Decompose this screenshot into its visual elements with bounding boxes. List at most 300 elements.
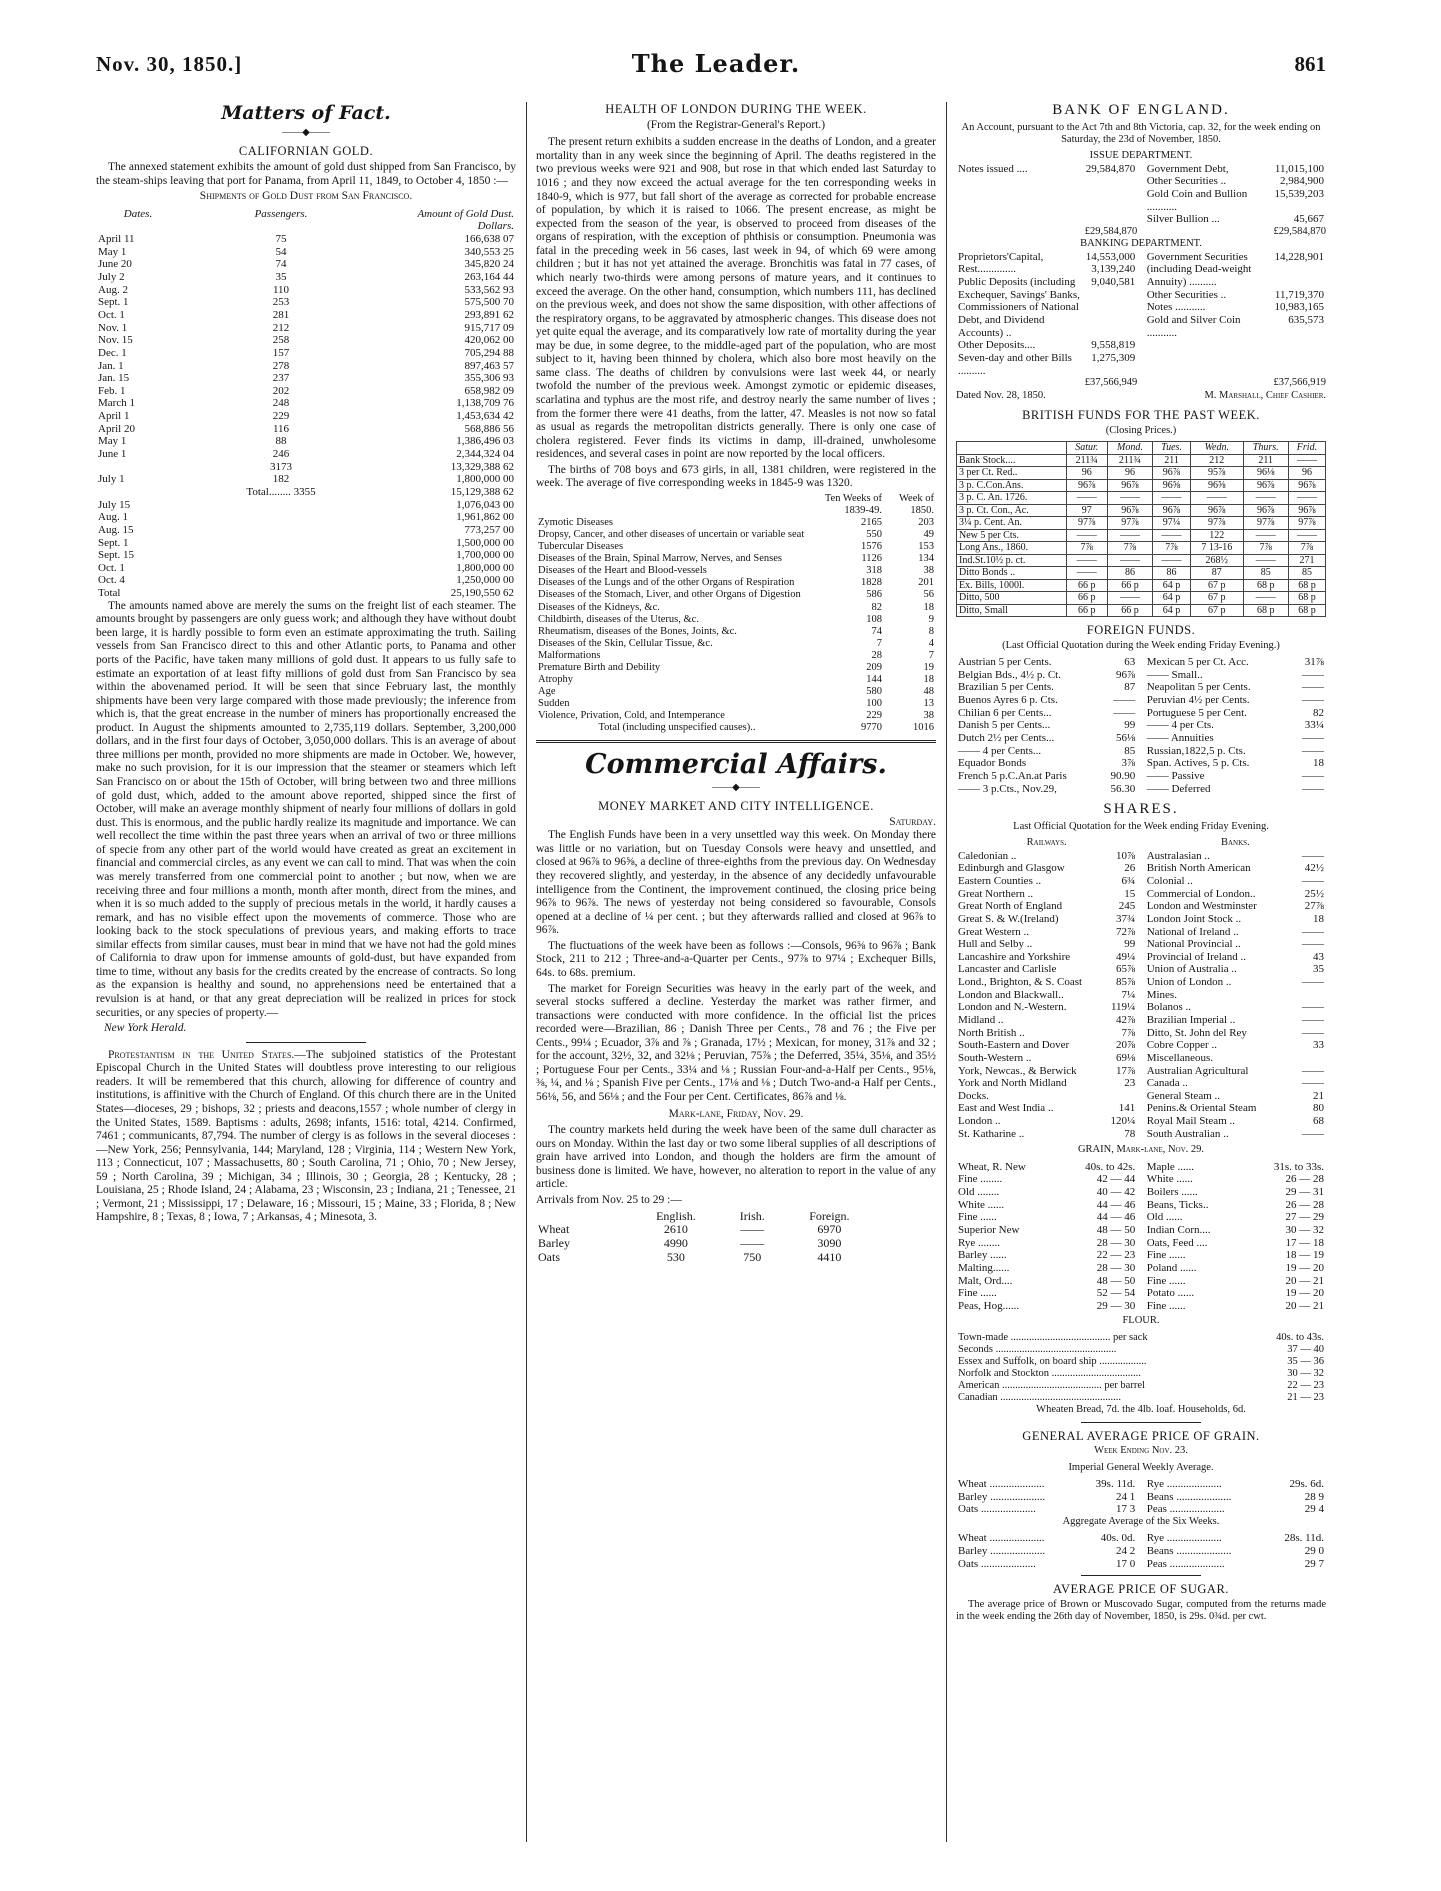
divider (536, 740, 936, 743)
table-cell: 74 (871, 625, 882, 637)
table-row (536, 650, 936, 662)
table-cell: 37¾ (1116, 912, 1136, 925)
table-cell: 1,138,709 76 (456, 397, 514, 410)
table-cell: 202 (272, 384, 290, 397)
table-row (1145, 656, 1326, 669)
table-cell: 3¼ p. Cent. An. (957, 517, 1067, 530)
article-text (96, 1049, 516, 1225)
table-row (1145, 1186, 1326, 1199)
table-cell: 10⅞ (1116, 849, 1136, 862)
table-cell: —— Passive (1146, 769, 1205, 782)
table-cell: 40s. to 42s. (1085, 1160, 1136, 1173)
table-row (956, 1344, 1326, 1356)
table-cell: Midland .. (958, 1013, 1004, 1026)
article-text: The average price of Brown or Muscovado Sugar, computed from the returns made in the week ending the 26th day of November, 1850, is 29s. 0¾d. per cwt. (956, 1599, 1326, 1623)
table-cell: —— (1302, 694, 1324, 707)
table-cell: Neapolitan 5 per Cents. (1146, 681, 1251, 694)
table-row (956, 732, 1137, 745)
table-cell: 1,386,496 03 (456, 435, 514, 448)
table-cell: 65⅞ (1116, 963, 1136, 976)
table-cell: 97 (1066, 504, 1107, 517)
table-row (536, 1237, 876, 1251)
table-cell: 268½ (1191, 554, 1244, 567)
table-cell: Lancashire and Yorkshire (958, 950, 1071, 963)
article-subheading: Last Official Quotation for the Week ending Friday Evening. (1013, 820, 1269, 832)
table-row (1145, 707, 1326, 720)
table-row (96, 284, 516, 297)
table-cell: 211 (1153, 454, 1191, 467)
table-cell: —— 4 per Cents... (958, 744, 1042, 757)
table-row (96, 309, 516, 322)
table-cell: —— (1302, 1064, 1324, 1077)
table-cell: Superior New (958, 1223, 1020, 1236)
table-cell: 26 — 28 (1285, 1173, 1324, 1186)
table-cell: London Joint Stock .. (1146, 912, 1242, 925)
table-row (957, 579, 1326, 592)
table-row (1145, 719, 1326, 732)
subheading: Railways. (1026, 837, 1067, 849)
table-cell: —— (1066, 529, 1107, 542)
table-row (956, 669, 1137, 682)
table-cell: 18 (923, 673, 934, 685)
table-row (1145, 757, 1326, 770)
table-cell (180, 537, 382, 550)
table-title: Shipments of Gold Dust from San Francisco. (199, 190, 413, 203)
table-cell: Union of Australia .. (1146, 963, 1237, 976)
table-cell: March 1 (98, 397, 135, 410)
table-cell: 78 (1124, 1127, 1136, 1140)
table-cell: Sept. 15 (98, 549, 135, 562)
section-title: Commercial Affairs. (585, 749, 887, 781)
table-row (536, 638, 936, 650)
table-cell: —— 4 per Cts. (1146, 719, 1214, 732)
table-cell: Peas .................... (1146, 1557, 1225, 1570)
table-row (956, 1186, 1137, 1199)
table-cell: Diseases of the Brain, Spinal Marrow, Nerves, and Senses (538, 553, 782, 565)
table-cell: Old ........ (958, 1186, 1000, 1199)
table-row (956, 1115, 1137, 1128)
table-row (957, 554, 1326, 567)
table-row (956, 656, 1137, 669)
table-cell: 3 per Ct. Red.. (957, 467, 1067, 480)
table-cell: Mines. (1146, 988, 1177, 1001)
table-cell: 24 2 (1116, 1545, 1136, 1558)
table-row (536, 710, 936, 722)
table-cell: 212 (272, 321, 290, 334)
table-row (96, 574, 516, 587)
table-row (1145, 938, 1326, 951)
table-cell: 211¾ (1066, 454, 1107, 467)
table-row (1145, 1262, 1326, 1275)
table-cell: Other Securities .. (1146, 288, 1227, 301)
table-cell: Diseases of the Kidneys, &c. (538, 601, 660, 613)
table-row (1145, 875, 1326, 888)
table-cell: Miscellaneous. (1146, 1051, 1213, 1064)
table-row (1145, 314, 1326, 339)
table-cell: Beans .................... (1146, 1545, 1232, 1558)
column-header: Wedn. (1191, 442, 1244, 455)
table-cell: Maple ...... (1146, 1160, 1195, 1173)
table-cell: 63 (1124, 656, 1136, 669)
article-text: The fluctuations of the week have been as follows :—Consols, 96⅝ to 96⅞ ; Bank Stock, 211 to 212 ; Three-and-a-Quarter per Cents., 97⅞ to 97¼ ; Exchequer Bills, 64s. to 68s. premium. (536, 939, 936, 979)
table-row (1145, 1039, 1326, 1052)
table-cell: 68 p (1288, 579, 1325, 592)
table-cell: 245 (1118, 900, 1136, 913)
table-cell: White ...... (1146, 1173, 1193, 1186)
table-row (1145, 1503, 1326, 1516)
table-cell: Seconds .............................................. (958, 1343, 1117, 1355)
table-row (956, 1077, 1137, 1090)
table-cell: Gold and Silver Coin ........... (1146, 313, 1241, 339)
table-row (956, 1014, 1137, 1027)
table-cell: Ditto, Small (957, 604, 1067, 617)
table-cell: 87 (1191, 567, 1244, 580)
table-cell: Hull and Selby .. (958, 938, 1033, 951)
table-cell: Barley .................... (958, 1490, 1046, 1503)
table-row (956, 1237, 1137, 1250)
table-row (1145, 1300, 1326, 1313)
table-cell: 15,129,388 62 (450, 485, 514, 498)
table-cell: —— (1302, 668, 1324, 681)
table-row (1145, 1478, 1326, 1491)
table-row (1145, 1275, 1326, 1288)
table-cell: 85 (1124, 744, 1136, 757)
table-row (957, 542, 1326, 555)
table-row (956, 352, 1137, 377)
table-cell: 82 (1313, 706, 1324, 719)
table-row (1145, 289, 1326, 302)
table-cell: 24 1 (1116, 1490, 1136, 1503)
table-row (957, 529, 1326, 542)
table-cell: —— (1243, 529, 1288, 542)
table-cell: Boilers ...... (1146, 1186, 1198, 1199)
table-cell: 750 (743, 1249, 762, 1264)
table-cell: Gold Coin and Bullion ........... (1146, 188, 1248, 213)
table-cell: 96⅝ (1153, 479, 1191, 492)
table-cell: Rye .................... (1146, 1532, 1222, 1545)
table-row (956, 888, 1137, 901)
table-row (956, 926, 1137, 939)
table-cell: Danish 5 per Cents... (958, 719, 1051, 732)
table-row (96, 347, 516, 360)
table-row (957, 604, 1326, 617)
table-row (956, 276, 1137, 339)
table-cell (1292, 989, 1326, 1002)
table-row (956, 1039, 1137, 1052)
shipments-table (96, 208, 516, 600)
subheading: Banks. (1221, 837, 1250, 849)
table-cell: 7 13-16 (1191, 542, 1244, 555)
table-cell: 9 (928, 613, 934, 625)
body: —The subjoined statistics of the Protestant Episcopal Church in the United States will doubtless prove interesting to our religious readers. It will be remembered that this church, allowing for difference of country and institutions, is affinitive with the Church of England. Of this church there are in the United States—dioceses, 29 ; bishops, 32 ; priests and deacons,1557 ; whole number of clergy in the United States, 1589. Baptisms : adults, 2698; infants, 1516: total, 4214. Confirmed, 7461 ; communicants, 87,794. The number of clergy is as follows in the several dioceses :—New York, 256; Pennsylvania, 144; Maryland, 128 ; Virginia, 114 ; Western New York, 113 ; Connecticut, 107 ; Massachusetts, 80 ; South Carolina, 71 ; Ohio, 70 ; New Jersey, 59 ; North Carolina, 39 ; Michigan, 34 ; Illinois, 30 ; Georgia, 28 ; Kentucky, 28 ; Louisiana, 25 ; Rhode Island, 24 ; Alabama, 23 ; Wisconsin, 23 ; Indiana, 21 ; Tenessee, 21 ; Vermont, 21 ; Mississippi, 17 ; Delaware, 16 ; Missouri, 15 ; Maine, 33 ; Florida, 8 ; New Hampshire, 8 ; Texas, 8 ; Iowa, 7 ; Arkansas, 4 ; Minesota, 3. (96, 1048, 516, 1224)
table-cell: 35 — 36 (1287, 1355, 1324, 1367)
table-cell: Brazilian Imperial .. (1146, 1013, 1236, 1026)
table-cell: —— (1288, 529, 1325, 542)
table-cell: 4410 (817, 1249, 842, 1264)
table-cell: 49 (923, 529, 934, 541)
table-row (96, 334, 516, 347)
table-cell: 1,961,862 00 (456, 511, 514, 524)
table-cell: Oct. 4 (98, 574, 125, 587)
table-cell: 229 (272, 410, 290, 423)
column-header: Ten Weeks of 1839-49. (824, 492, 882, 516)
table-row (956, 1356, 1326, 1368)
table-cell: Jan. 1 (98, 359, 124, 372)
table-cell: 44 — 46 (1096, 1211, 1136, 1224)
table-cell: Premature Birth and Debility (538, 661, 661, 673)
table-row (1145, 1090, 1326, 1103)
total-value: £29,584,870 (1273, 226, 1326, 238)
table-row (957, 504, 1326, 517)
table-cell: Peruvian 4½ per Cents. (1146, 694, 1250, 707)
table-cell: Lond., Brighton, & S. Coast (958, 976, 1083, 989)
table-row (1145, 1014, 1326, 1027)
table-cell: Aug. 15 (98, 523, 134, 536)
table-cell: —— Small.. (1146, 668, 1203, 681)
table-cell: Barley .................... (958, 1545, 1046, 1558)
table-row (956, 719, 1137, 732)
table-cell: 6¾ (1121, 874, 1136, 887)
table-cell: Diseases of the Skin, Cellular Tissue, &c. (538, 637, 713, 649)
table-cell: British North American (1146, 862, 1251, 875)
table-cell: 3,139,240 (1091, 263, 1136, 276)
table-cell: —— (1066, 567, 1107, 580)
table-row (536, 698, 936, 710)
table-row (1145, 862, 1326, 875)
table-cell: 533,562 93 (464, 283, 514, 296)
article-subheading: GRAIN, Mark-lane, Nov. 29. (1077, 1144, 1205, 1156)
table-row (1145, 850, 1326, 863)
table-cell: 54 (275, 245, 287, 258)
table-cell: —— (1243, 592, 1288, 605)
column-header: Foreign. (809, 1208, 850, 1223)
table-cell: White ...... (958, 1198, 1005, 1211)
table-cell: 85 (1243, 567, 1288, 580)
table-cell: 568,886 56 (464, 422, 514, 435)
total-row (96, 587, 516, 600)
table-row (1145, 1558, 1326, 1571)
table-cell: May 1 (98, 435, 127, 448)
table-cell: 211¾ (1107, 454, 1152, 467)
arrivals-label: Arrivals from Nov. 25 to 29 :— (536, 1193, 682, 1206)
table-cell: —— (1302, 938, 1324, 951)
table-cell: Silver Bullion ... (1146, 213, 1220, 226)
column-header (957, 442, 1067, 455)
table-cell: 1,250,000 00 (456, 574, 514, 587)
table-cell: Seven-day and other Bills .......... (958, 351, 1072, 377)
table-cell: 635,573 (1288, 313, 1324, 326)
table-cell: Fine ...... (1146, 1274, 1186, 1287)
table-row (956, 1052, 1137, 1065)
table-cell: 69⅛ (1116, 1051, 1136, 1064)
table-row (956, 1368, 1326, 1380)
table-cell: 3173 (270, 460, 292, 473)
table-cell: 31⅞ (1304, 656, 1324, 669)
table-cell: 212 (1191, 454, 1244, 467)
table-cell: Zymotic Diseases (538, 517, 613, 529)
table-cell: Australian Agricultural (1146, 1064, 1249, 1077)
article-text: The amounts named above are merely the sums on the freight list of each steamer. The amounts brought by passengers are only guess work; and although they have without doubt been large, it is hardly possible to form even an estimate approximating the truth. Sailing vessels from San Francisco direct to this and other Atlantic ports, to Panama and other ports of the Pacific, have taken many millions of gold dust. It appears to us fully safe to estimate an exportation of at least fifty millions of gold dust from San Francisco by sea within the abovenamed period. It will be seen that since February last, the monthly shipments have been very large compared with those made previously; the inference from which is, that the great encrease in the number of miners has proportionally encreased the product. In August the shipments amounted to 2,735,119 dollars. September, 3,200,000 dollars, and in the first four days of October, 3,050,000 dollars. This is an average of about three millions per month, provided no more shipments are made in October. We, however, make no such provision, for it is our impression that the steamer or steamers which left San Francisco on or about the 15th of October, will bring between two and three millions of gold dust, which, added to the amount above reported, shipped since the first of October, will make an average monthly shipment of nearly four millions of dollars in gold dust. This is enormous, and the public hardly realize its magnitude and importance. We can well recollect the time within the past three years when an arrival of two or three millions of specie from any other part of the world would have created as great an excitement in financial and commercial circles, as any event we can call to mind. That was when the coin was merely transferred from one commercial point to another ; but now, when we are receiving three and four millions a month, month after month, direct from the mines, and when it is so much added to the supply of precious metals in the world, it hardly causes a remark, and has no visible effect upon the movements of commerce. Those who are looking back to the stock speculations of previous years, and making efforts to trace similar effects from similar causes, must bear in mind that we have not had the gold mines of California to draw upon for immense amounts of gold-dust, but have expanded from time to time, without any basis for the credits created by the encrease of contracts. So long as the expansion is healthy and sound, no apprehensions need be entertained that a revulsion is at hand, or that any great depreciation will be realized in prices for stock securities, or any species of property.— (96, 599, 516, 1019)
table-cell: 67 p (1191, 604, 1244, 617)
table-row (956, 1161, 1137, 1174)
table-cell: 96⅞ (1191, 504, 1244, 517)
table-cell: 99 (1124, 719, 1136, 732)
table-cell: London .. (958, 1115, 1001, 1128)
table-row (956, 1090, 1137, 1103)
table-cell: 97⅞ (1107, 517, 1152, 530)
table-row (96, 524, 516, 537)
table-cell: Oct. 1 (98, 308, 125, 321)
table-cell: 28 — 30 (1096, 1236, 1136, 1249)
table-cell: 96⅞ (1288, 479, 1325, 492)
table-cell: 530 (666, 1249, 685, 1264)
table-cell: 67 p (1191, 579, 1244, 592)
table-cell: 1,800,000 00 (456, 473, 514, 486)
table-cell: 38 (923, 565, 934, 577)
table-cell: 7⅞ (1243, 542, 1288, 555)
table-cell: 211 (1243, 454, 1288, 467)
table-cell: —— (1302, 769, 1324, 782)
table-row (536, 626, 936, 638)
table-cell: 281 (272, 308, 290, 321)
table-cell: July 2 (98, 271, 125, 284)
table-cell: 96⅛ (1243, 467, 1288, 480)
table-cell: York, Newcas., & Berwick (958, 1064, 1077, 1077)
table-cell: —— (1066, 492, 1107, 505)
table-cell: —— Annuities (1146, 732, 1214, 745)
total-value: £37,566,919 (1273, 377, 1326, 389)
table-cell: 29 7 (1304, 1557, 1324, 1570)
table-cell: Union of London .. (1146, 976, 1232, 989)
article-subheading: FLOUR. (1122, 1315, 1160, 1327)
table-cell: 1,800,000 00 (456, 561, 514, 574)
table-cell: 99 (1124, 938, 1136, 951)
table-cell: 1,700,000 00 (456, 549, 514, 562)
table-row (956, 694, 1137, 707)
table-row (956, 251, 1137, 264)
table-cell: 915,717 09 (464, 321, 514, 334)
table-cell: 35 (275, 271, 287, 284)
table-cell: Eastern Counties .. (958, 874, 1042, 887)
table-cell: 45,667 (1293, 213, 1324, 226)
table-cell: 420,062 00 (464, 334, 514, 347)
table-cell: 40s. to 43s. (1276, 1331, 1324, 1343)
table-cell: 19 (923, 661, 934, 673)
ornament-rule: ——◆—— (282, 127, 330, 139)
table-cell: 17 3 (1116, 1503, 1136, 1516)
table-cell: Jan. 15 (98, 372, 130, 385)
table-cell: —— (1302, 1013, 1324, 1026)
table-row (96, 360, 516, 373)
table-cell: 67 p (1191, 592, 1244, 605)
table-cell: 30 — 32 (1287, 1368, 1324, 1380)
table-cell: Atrophy (538, 673, 573, 685)
table-cell: —— (1302, 1077, 1324, 1090)
table-cell: 74 (275, 258, 287, 271)
bank-date: Dated Nov. 28, 1850. (956, 389, 1046, 401)
table-cell (180, 587, 382, 600)
table-cell: Notes ........... (1146, 301, 1206, 314)
column-header: Thurs. (1243, 442, 1288, 455)
table-cell: 22 — 23 (1287, 1380, 1324, 1392)
table-cell: 144 (866, 673, 882, 685)
total-value: £29,584,870 (1084, 226, 1138, 238)
table-cell: 550 (866, 529, 882, 541)
table-cell: 293,891 62 (464, 308, 514, 321)
table-cell: 25,190,550 62 (450, 587, 514, 600)
table-row (536, 541, 936, 553)
table-cell: 182 (272, 473, 290, 486)
table-row (957, 567, 1326, 580)
table-cell: 3 p. C.Con.Ans. (957, 479, 1067, 492)
table-cell: 21 (1313, 1089, 1324, 1102)
table-cell: 96⅞ (1153, 504, 1191, 517)
section-title: Matters of Fact. (221, 102, 391, 124)
dateline: Mark-lane, Friday, Nov. 29. (668, 1107, 804, 1120)
masthead (96, 49, 1326, 86)
page-number: 861 (1294, 52, 1326, 76)
table-cell: Notes issued .... (958, 162, 1028, 175)
table-cell: April 11 (98, 233, 135, 246)
table-cell: Sept. 1 (98, 536, 129, 549)
table-cell: —— (1066, 554, 1107, 567)
issue-totals (956, 226, 1326, 238)
article-heading: FOREIGN FUNDS. (1086, 623, 1196, 638)
table-cell: Bank Stock.... (957, 454, 1067, 467)
table-cell: London and Blackwall.. (958, 988, 1064, 1001)
table-cell: Docks. (958, 1089, 989, 1102)
table-cell: Dropsy, Cancer, and other diseases of uncertain or variable seat (538, 529, 805, 541)
table-cell: Oct. 1 (98, 561, 125, 574)
table-cell: Feb. 1 (98, 384, 126, 397)
column-header: Amount of Gold Dust. Dollars. (417, 207, 514, 233)
table-cell: 586 (866, 589, 882, 601)
table-row (1145, 1532, 1326, 1545)
table-cell: 100 (866, 698, 882, 709)
table-cell: 1,453,634 42 (456, 410, 514, 423)
table-row (956, 1275, 1137, 1288)
table-cell: 271 (1288, 554, 1325, 567)
table-cell: Australasian .. (1146, 849, 1210, 862)
table-cell (180, 499, 382, 512)
table-cell: Oats .................... (958, 1557, 1036, 1570)
table-cell: 897,463 57 (464, 359, 514, 372)
table-cell (96, 461, 180, 474)
table-row (96, 549, 516, 562)
table-row (956, 900, 1137, 913)
table-cell: 27 — 29 (1285, 1211, 1324, 1224)
article-heading: BANK OF ENGLAND. (1052, 102, 1230, 118)
table-cell (180, 549, 382, 562)
article-heading: BRITISH FUNDS FOR THE PAST WEEK. (1022, 407, 1260, 422)
table-cell: Ditto, 500 (957, 592, 1067, 605)
table-cell: 773,257 00 (464, 523, 514, 536)
table-row (536, 529, 936, 541)
table-row (956, 1199, 1137, 1212)
table-cell: Fine ...... (1146, 1299, 1186, 1312)
table-row (96, 562, 516, 575)
table-cell: 1016 (913, 722, 934, 734)
table-cell: 13 (923, 698, 934, 709)
table-cell: 40s. 0d. (1100, 1532, 1136, 1545)
table-row (1145, 888, 1326, 901)
table-cell: 29 — 30 (1096, 1299, 1136, 1312)
table-cell: Bolanos .. (1146, 1001, 1192, 1014)
table-cell: —— (1107, 529, 1152, 542)
table-cell: Span. Actives, 5 p. Cts. (1146, 757, 1250, 770)
table-cell: 29 — 31 (1285, 1186, 1324, 1199)
table-cell: Diseases of the Lungs and of the other Organs of Respiration (538, 577, 795, 589)
